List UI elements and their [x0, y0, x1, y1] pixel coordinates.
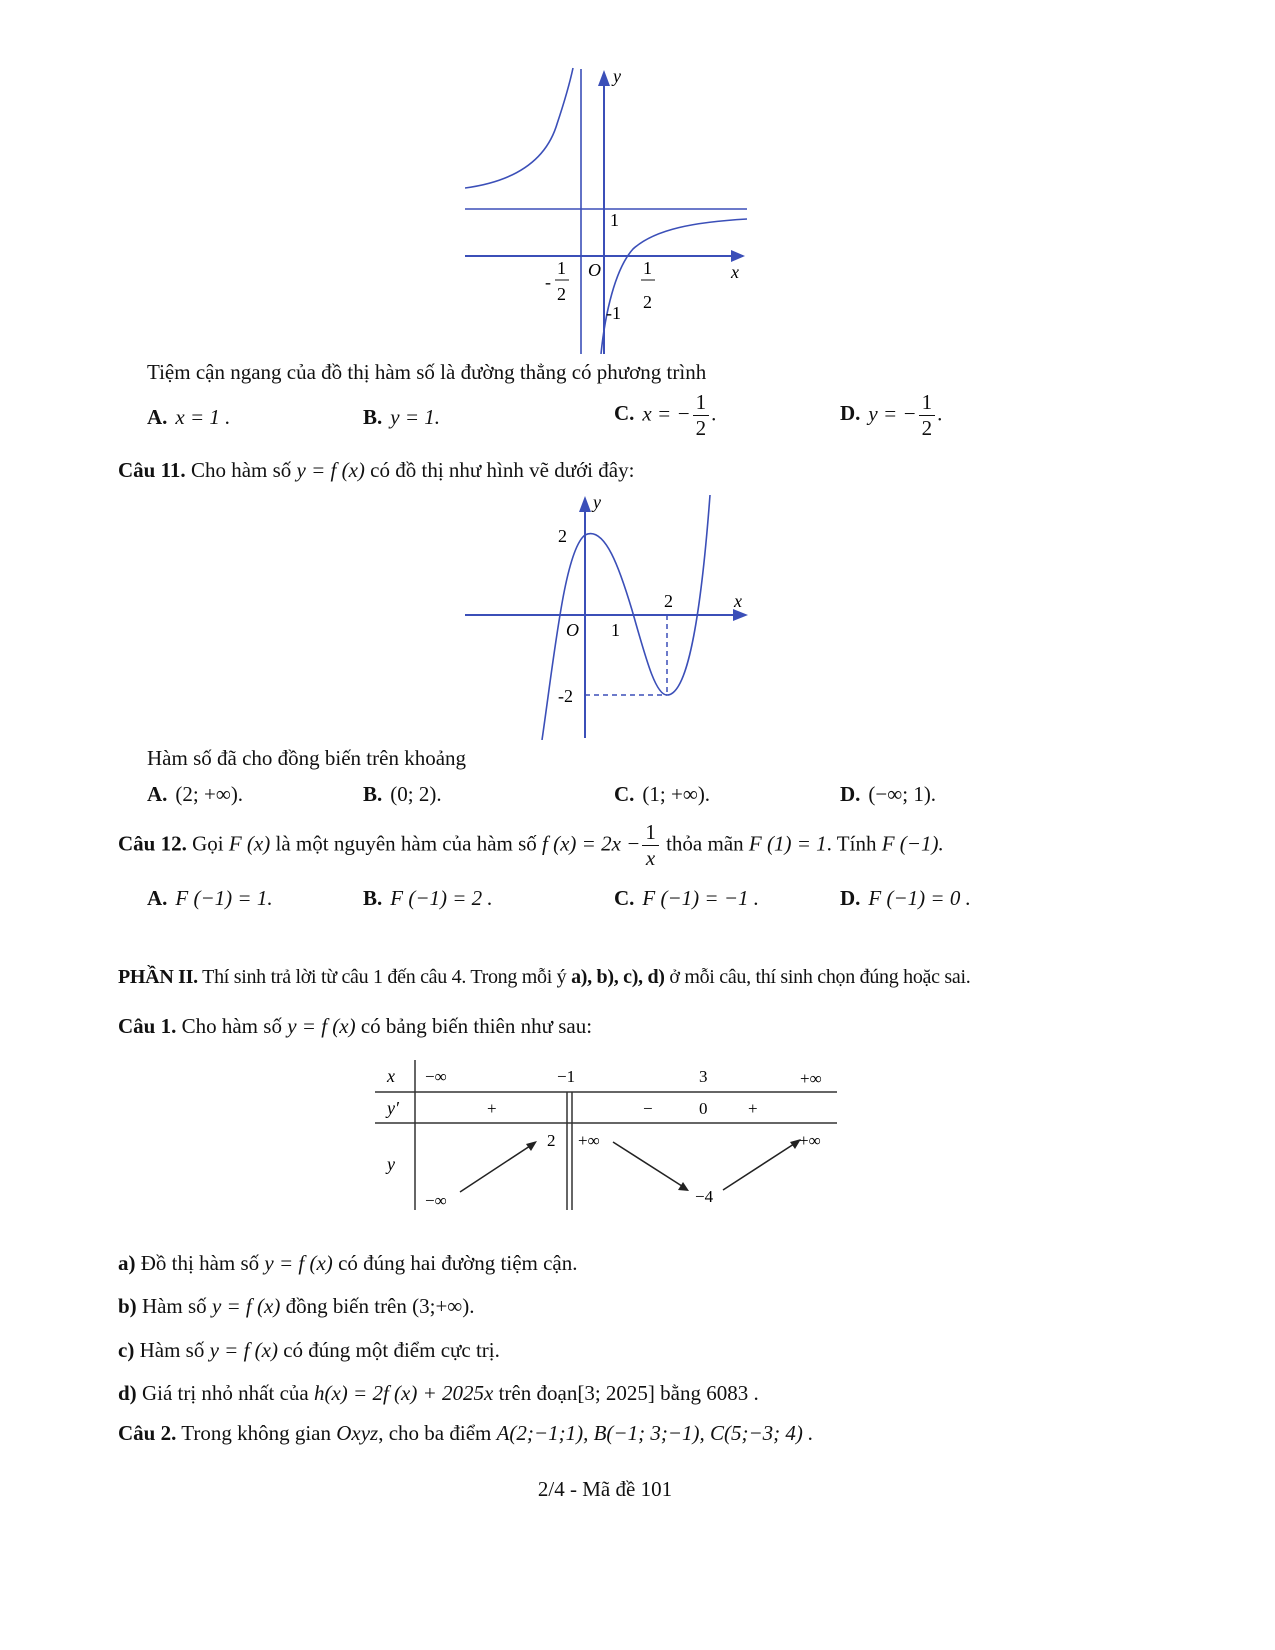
q10-label-neg-half-num: 1: [557, 258, 566, 278]
q12-stem: Câu 12. Gọi F (x) là một nguyên hàm của hàm số f (x) = 2x − $\frac{1}{x}$ thỏa mãn F (1) = 1. Tính F (−1).: [118, 820, 944, 870]
q10-label-y: y: [613, 66, 621, 86]
q10-left-branch: [465, 68, 573, 188]
q12-option-b[interactable]: B. F (−1) = 2 .: [363, 886, 493, 910]
vt-arrow-down-mid: [613, 1142, 685, 1188]
q11-sub: Hàm số đã cho đồng biến trên khoảng: [147, 746, 467, 770]
q10-label-half-den: 2: [643, 292, 652, 312]
vt-y-mid-top: +∞: [578, 1131, 600, 1150]
q10-option-a[interactable]: A. x = 1 .: [147, 405, 231, 429]
page-footer: 2/4 - Mã đề 101: [537, 1477, 673, 1501]
vt-yp-sign-2: 0: [699, 1099, 708, 1118]
q11-graph: [460, 490, 760, 740]
q10-graph: [465, 64, 750, 354]
q11-label-x: x: [734, 591, 742, 611]
vt-arrow-up-right: [723, 1142, 797, 1190]
vt-x-val-0: −∞: [425, 1067, 447, 1086]
c1-stem: Câu 1. Cho hàm số y = f (x) có bảng biến thiên như sau:: [118, 1014, 593, 1038]
q11-tick-x-1: 1: [611, 620, 620, 640]
vt-y-min: −4: [695, 1187, 714, 1206]
vt-x-label: x: [387, 1066, 395, 1086]
q10-label-neg-one: -1: [606, 303, 621, 323]
q11-label-origin: O: [566, 620, 579, 640]
q11-label-y: y: [593, 492, 601, 512]
q10-x-arrow-icon: [731, 250, 745, 262]
q11-option-a[interactable]: A. (2; +∞).: [147, 782, 244, 806]
q10-stem: Tiệm cận ngang của đồ thị hàm số là đường thẳng có phương trình: [147, 360, 707, 384]
q11-tick-y-top: 2: [558, 526, 567, 546]
c1-item-c[interactable]: c) Hàm số y = f (x) có đúng một điểm cực trị.: [118, 1338, 500, 1362]
q10-right-branch: [601, 219, 747, 354]
q11-tick-x-2: 2: [664, 591, 673, 611]
vt-yp-sign-0: +: [487, 1099, 497, 1118]
vt-x-val-3: +∞: [800, 1069, 822, 1088]
vt-y-left-bottom: −∞: [425, 1191, 447, 1210]
vt-yp-label: y′: [387, 1098, 399, 1118]
part2-instructions: PHẦN II. Thí sinh trả lời từ câu 1 đến câu 4. Trong mỗi ý a), b), c), d) ở mỗi câu, thí sinh chọn đúng hoặc sai.: [118, 966, 971, 988]
vt-y-right-top: +∞: [799, 1131, 821, 1150]
q10-label-neg-sign: -: [545, 272, 551, 292]
vt-arrowhead-1-icon: [526, 1141, 537, 1151]
q10-label-one: 1: [610, 210, 619, 230]
q10-y-arrow-icon: [598, 70, 610, 86]
vt-x-val-2: 3: [699, 1067, 708, 1086]
q10-option-c[interactable]: C. x = − $\frac{1}{2}$ .: [614, 390, 717, 440]
c1-item-a[interactable]: a) Đồ thị hàm số y = f (x) có đúng hai đường tiệm cận.: [118, 1251, 578, 1275]
q11-option-d[interactable]: D. (−∞; 1).: [840, 782, 937, 806]
q10-label-half-num: 1: [643, 258, 652, 278]
q11-stem: Câu 11. Cho hàm số y = f (x) có đồ thị như hình vẽ dưới đây:: [118, 458, 635, 482]
c2-stem: Câu 2. Trong không gian Oxyz, cho ba điểm A(2;−1;1), B(−1; 3;−1), C(5;−3; 4) .: [118, 1421, 814, 1445]
vt-x-val-1: −1: [557, 1067, 576, 1086]
vt-y-left-top: 2: [547, 1131, 556, 1150]
q12-option-a[interactable]: A. F (−1) = 1.: [147, 886, 273, 910]
q11-y-arrow-icon: [579, 496, 591, 512]
c1-item-b[interactable]: b) Hàm số y = f (x) đồng biến trên (3;+∞).: [118, 1294, 475, 1318]
q10-label-origin: O: [588, 260, 601, 280]
variation-table: [375, 1060, 840, 1215]
q11-option-b[interactable]: B. (0; 2).: [363, 782, 442, 806]
q11-option-c[interactable]: C. (1; +∞).: [614, 782, 711, 806]
vt-yp-sign-3: +: [748, 1099, 758, 1118]
q12-option-d[interactable]: D. F (−1) = 0 .: [840, 886, 971, 910]
c1-item-d[interactable]: d) Giá trị nhỏ nhất của h(x) = 2f (x) + 2025x trên đoạn[3; 2025] bằng 6083 .: [118, 1381, 759, 1405]
q10-option-d[interactable]: D. y = − $\frac{1}{2}$ .: [840, 390, 943, 440]
q12-option-c[interactable]: C. F (−1) = −1 .: [614, 886, 759, 910]
q10-option-b[interactable]: B. y = 1.: [363, 405, 441, 429]
vt-arrow-up-left: [460, 1144, 533, 1192]
q10-label-x: x: [731, 262, 739, 282]
vt-arrowhead-2-icon: [678, 1182, 689, 1191]
vt-y-label: y: [387, 1154, 395, 1174]
q10-label-neg-half-den: 2: [557, 284, 566, 304]
vt-yp-sign-1: −: [643, 1099, 653, 1118]
q11-tick-y-bottom: -2: [558, 686, 573, 706]
